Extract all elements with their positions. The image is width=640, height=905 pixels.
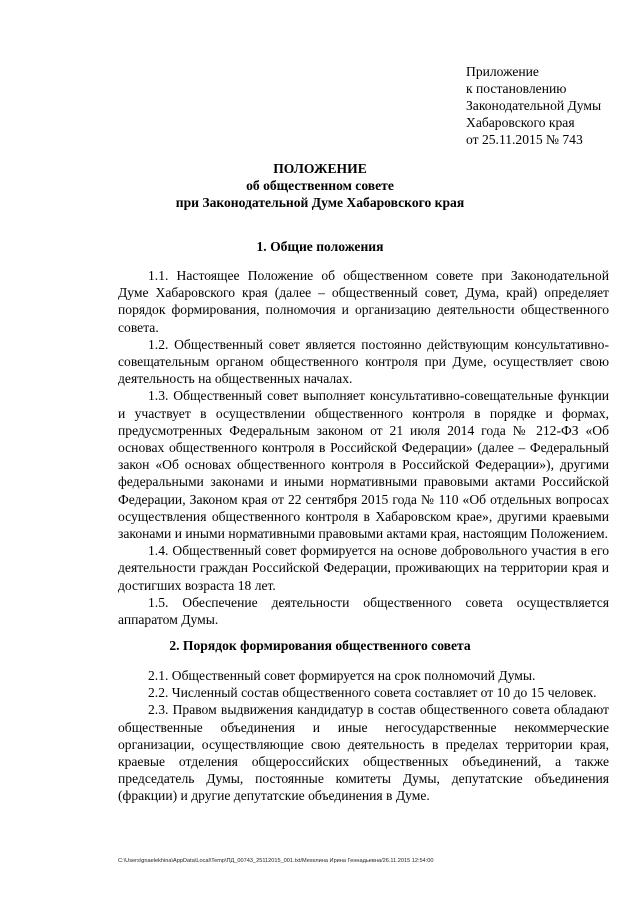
title-main: ПОЛОЖЕНИЕ [273,161,367,176]
section-body-general [118,267,609,628]
section-heading-formation: 2. Порядок формирования общественного совета [169,638,471,653]
paragraph-2-2: 2.2. Численный состав общественного совета составляет от 10 до 15 человек. [148,685,597,701]
paragraph-2-1: 2.1. Общественный совет формируется на срок полномочий Думы. [148,668,536,683]
title-subtitle: об общественном совете [246,178,394,193]
title-subtitle: при Законодательной Думе Хабаровского края [175,195,465,210]
file-path-footer: C:\Users\gnaelekhina\AppData\Local\Temp\ПД_00743_25112015_001.txt/Мехелина Ирина Геннадьевна/26.11.2015 12:54:00 [118,858,434,864]
paragraph-1-5: 1.5. Обеспечение деятельности общественного совета осуществляется аппаратом Думы. [118,594,609,628]
appendix-line: Законодательной Думы [466,98,602,113]
appendix-line: Хабаровского края [466,115,575,130]
section-body-formation [118,667,609,805]
document-title [0,160,640,211]
paragraph-1-2: 1.2. Общественный совет является постоянно действующим консультативно-совещательным органом общественного контроля при Думе, осуществляет свою деятельность на общественных началах. [118,336,609,387]
paragraph-1-3: 1.3. Общественный совет выполняет консультативно-совещательные функции и участвует в осуществлении общественного контроля в порядке и формах, предусмотренных Федеральным законом от 21 июля 2014 года № 212-ФЗ «Об основах общественного контроля в Российской Федерации» (далее – Федеральный закон «Об основах общественного контроля в Российской Федерации»), другими федеральными законами и иными нормативными правовыми актами Российской Федерации, Законом края от 22 сентября 2015 года № 110 «Об отдельных вопросах осуществления общественного контроля в Хабаровском крае», другими краевыми законами и иными нормативными правовыми актами края, настоящим Положением. [118,388,609,542]
appendix-header [466,63,601,148]
appendix-line: Приложение [466,64,539,79]
appendix-date-number: от 25.11.2015 № 743 [466,132,583,147]
paragraph-2-3: 2.3. Правом выдвижения кандидатур в состав общественного совета обладают общественные объединения и иные негосударственные некоммерческие организации, осуществляющие свою деятельность в пределах территории края, краевые отделения общероссийских общественных объединений, а также председатель Думы, постоянные комитеты Думы, депутатские объединения (фракции) и другие депутатские объединения в Думе. [118,702,609,804]
section-heading-general: 1. Общие положения [256,239,384,254]
paragraph-1-1: 1.1. Настоящее Положение об общественном совете при Законодательной Думе Хабаровского края (далее – общественный совет, Дума, край) определяет порядок формирования, полномочия и организацию деятельности общественного совета. [118,268,609,335]
paragraph-1-4: 1.4. Общественный совет формируется на основе добровольного участия в его деятельности граждан Российской Федерации, проживающих на территории края и достигших возраста 18 лет. [118,543,609,593]
appendix-line: к постановлению [466,81,567,96]
